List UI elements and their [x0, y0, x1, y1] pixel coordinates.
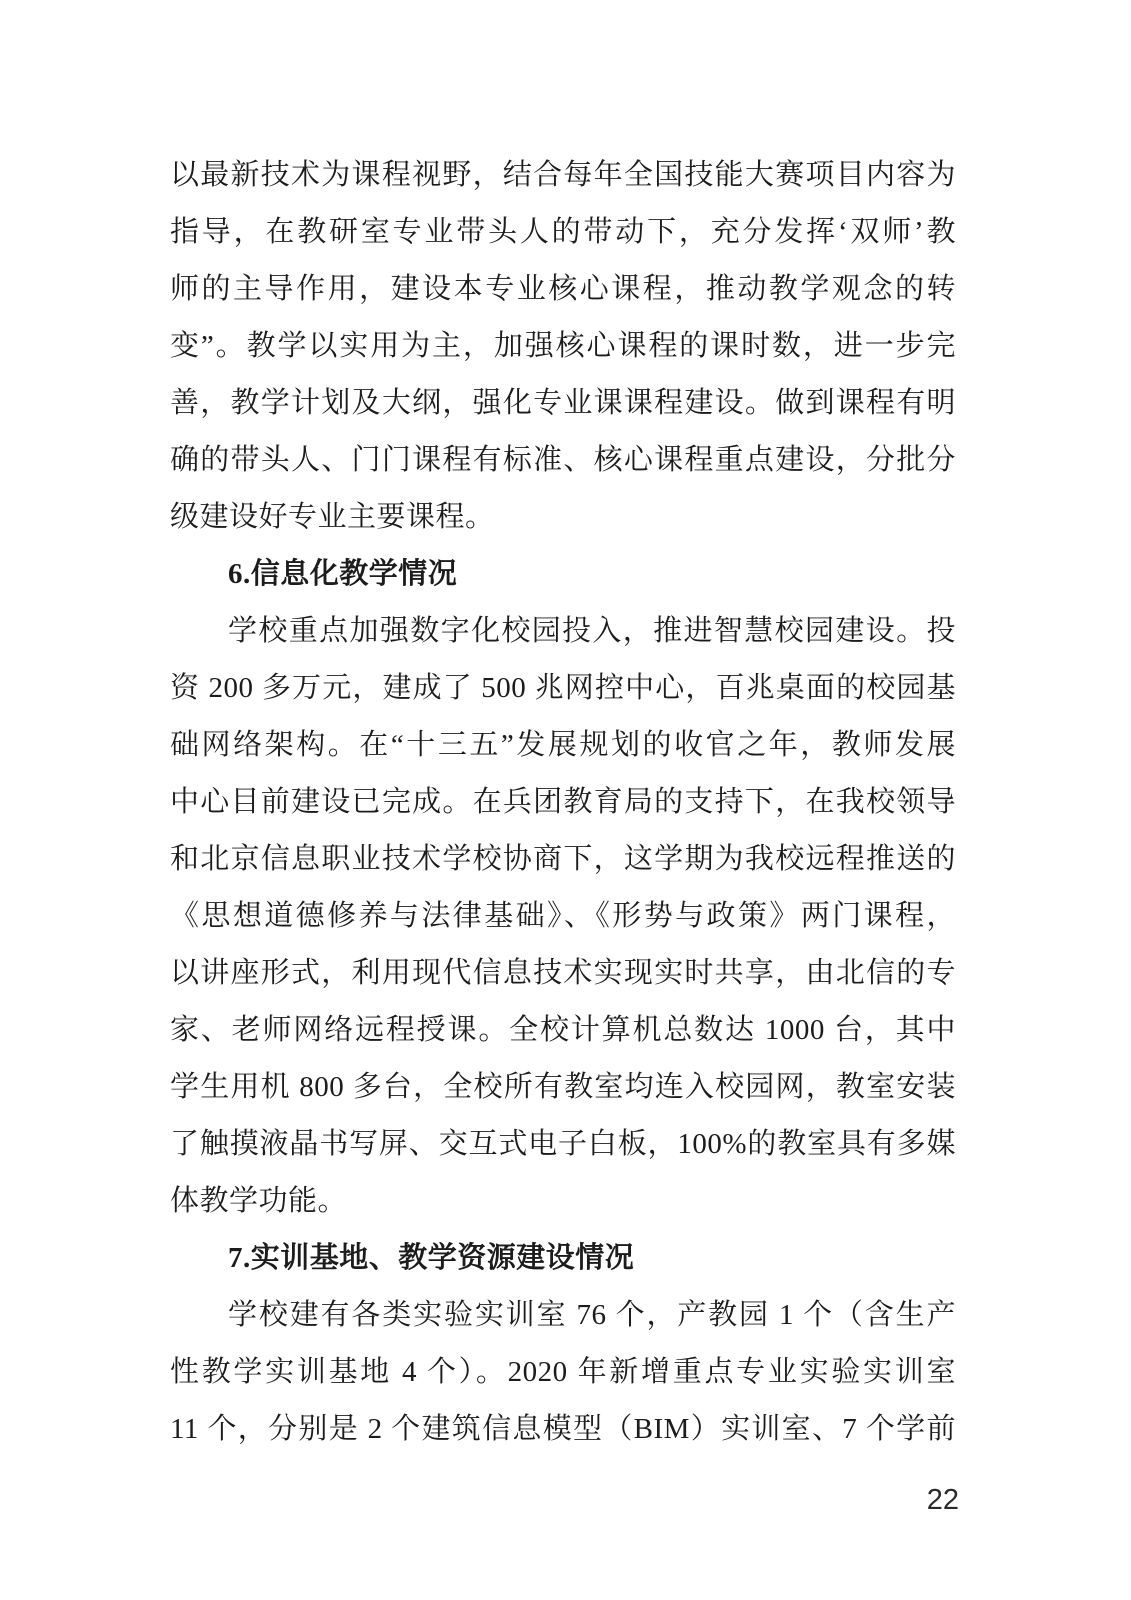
text-line: 变”。教学以实用为主，加强核心课程的课时数，进一步完: [170, 330, 956, 362]
text-line: 确的带头人、门门课程有标准、核心课程重点建设，分批分: [170, 444, 956, 476]
text-line: 以最新技术为课程视野，结合每年全国技能大赛项目内容为: [170, 159, 956, 191]
text-line: 师的主导作用，建设本专业核心课程，推动教学观念的转: [170, 273, 956, 305]
text-line: 《思想道德修养与法律基础》、《形势与政策》两门课程，: [170, 900, 956, 932]
text-line: 学校建有各类实验实训室 76 个，产教园 1 个（含生产: [228, 1299, 956, 1331]
text-line: 学生用机 800 多台，全校所有教室均连入校园网，教室安装: [170, 1071, 956, 1103]
text-line: 11 个，分别是 2 个建筑信息模型（BIM）实训室、7 个学前: [170, 1413, 956, 1445]
text-line: 学校重点加强数字化校园投入，推进智慧校园建设。投: [228, 615, 956, 647]
text-line: 中心目前建设已完成。在兵团教育局的支持下，在我校领导: [170, 786, 956, 818]
text-line: 性教学实训基地 4 个）。2020 年新增重点专业实验实训室: [170, 1356, 956, 1388]
text-line: 家、老师网络远程授课。全校计算机总数达 1000 台，其中: [170, 1014, 956, 1046]
text-line: 指导，在教研室专业带头人的带动下，充分发挥‘双师’教: [170, 216, 956, 248]
text-line: 了触摸液晶书写屏、交互式电子白板，100%的教室具有多媒: [170, 1128, 956, 1160]
text-line: 资 200 多万元，建成了 500 兆网控中心，百兆桌面的校园基: [170, 672, 956, 704]
section-heading-7: 7.实训基地、教学资源建设情况: [228, 1242, 635, 1274]
text-line: 体教学功能。: [170, 1185, 348, 1217]
page-body: [170, 147, 956, 1458]
text-line: 善，教学计划及大纲，强化专业课课程建设。做到课程有明: [170, 387, 956, 419]
section-heading-6: 6.信息化教学情况: [228, 558, 458, 590]
text-line: 和北京信息职业技术学校协商下，这学期为我校远程推送的: [170, 843, 956, 875]
text-line: 级建设好专业主要课程。: [170, 501, 495, 533]
text-line: 以讲座形式，利用现代信息技术实现实时共享，由北信的专: [170, 957, 956, 989]
text-line: 础网络架构。在“十三五”发展规划的收官之年，教师发展: [170, 729, 956, 761]
page-number: 22: [926, 1484, 959, 1516]
